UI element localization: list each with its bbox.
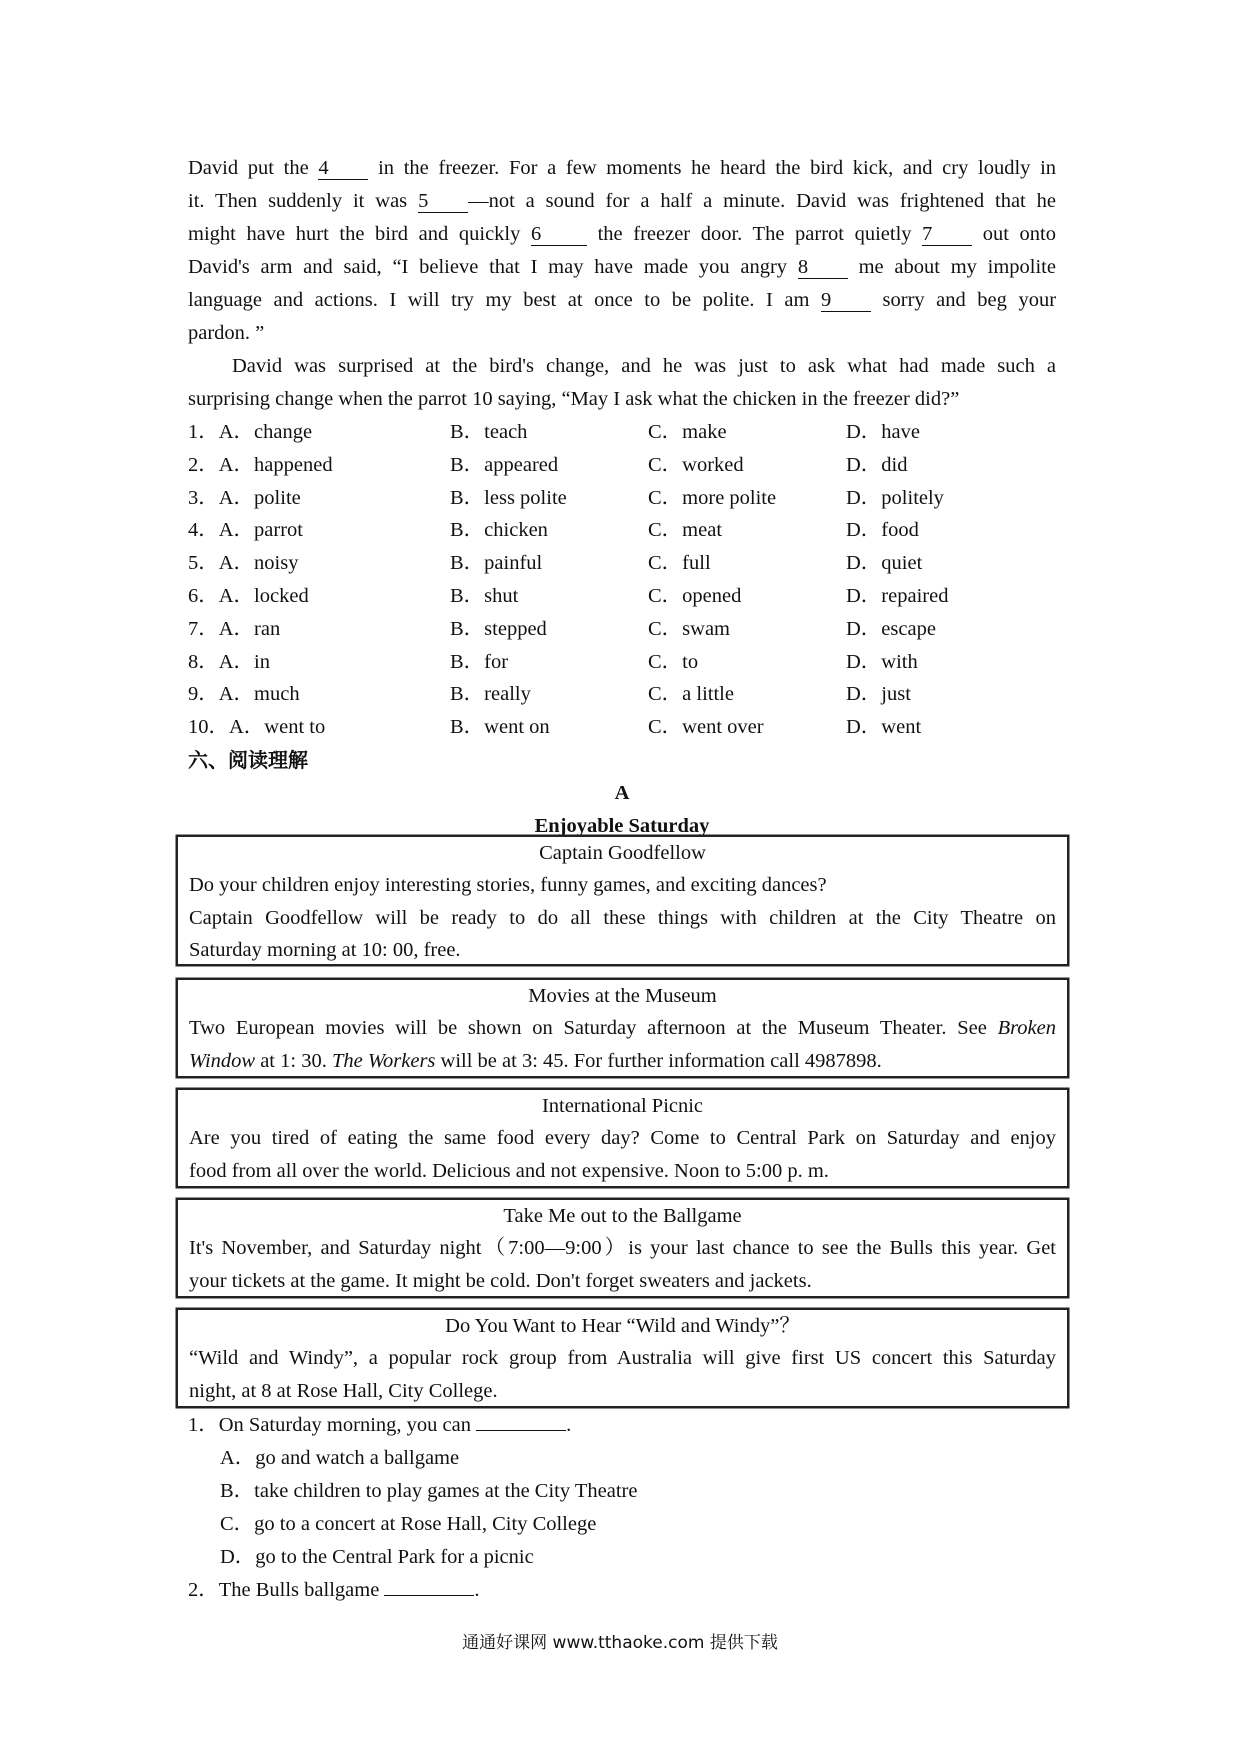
cloze-passage [188,152,1056,843]
option-row: 4．A．parrot B．chicken C．meat D．food [188,519,919,542]
question-2: 2．The Bulls ballgame . [188,1579,480,1601]
option-row: 9．A．much B．really C．a little D．just [188,683,911,706]
notice-text: Window at 1: 30. The Workers will be at 3: 45. For further information call 4987898. [189,1049,882,1072]
blank-6: 6 [531,223,587,246]
option-row: 2．A．happened B．appeared C．worked D．did [188,453,908,476]
options-list [188,416,1056,744]
notice-box-picnic [176,1088,1069,1188]
blank-8: 8 [798,256,848,279]
blank-7: 7 [922,223,972,246]
notice-title: Movies at the Museum [528,985,717,1007]
passage-line: David put the 4 in the freezer. For a few moments he heard the bird kick, and cry loudly in [188,157,1056,179]
page-footer: 通通好课网 www.tthaoke.com 提供下载 [462,1633,778,1653]
part-label: A [614,781,630,804]
notice-title: International Picnic [541,1095,704,1117]
blank-9: 9 [821,289,871,312]
option-row: 8．A．in B．for C．to D．with [188,650,918,673]
choice-c: C．go to a concert at Rose Hall, City College [220,1513,597,1535]
option-row: 6．A．locked B．shut C．opened D．repaired [188,584,949,607]
option-row: 3．A．polite B．less polite C．more polite D．politely [188,486,944,509]
option-row: 10．A．went to B．went on C．went over D．went [188,716,922,739]
notice-box-ballgame [176,1198,1069,1298]
notice-text: Do your children enjoy interesting stories, funny games, and exciting dances? [189,874,827,896]
passage-line: might have hurt the bird and quickly 6 the freezer door. The parrot quietly 7 out onto [188,223,1056,245]
question-1: 1．On Saturday morning, you can . [188,1414,572,1436]
answer-blank [476,1430,566,1431]
passage-line: language and actions. I will try my best at once to be polite. I am 9 sorry and beg your [188,289,1056,311]
notice-text: Are you tired of eating the same food every day? Come to Central Park on Saturday and enjoy [189,1127,1056,1149]
notice-title: Captain Goodfellow [539,842,706,864]
notice-text: Captain Goodfellow will be ready to do all these things with children at the City Theatre on [189,906,1056,929]
passage-line: David was surprised at the bird's change, and he was just to ask what had made such a [232,355,1056,377]
notice-title: Do You Want to Hear “Wild and Windy”？ [445,1315,800,1337]
option-row: 5．A．noisy B．painful C．full D．quiet [188,552,923,575]
notice-text: night, at 8 at Rose Hall, City College. [189,1379,498,1402]
reading-questions [188,1409,1056,1607]
notice-text: It's November, and Saturday night（7:00—9:00）is your last chance to see the Bulls this year. Get [189,1237,1056,1259]
passage-line: pardon. ” [188,322,265,344]
blank-5: 5 [418,190,468,213]
notice-text: food from all over the world. Delicious and not expensive. Noon to 5:00 p. m. [189,1159,829,1182]
choice-d: D．go to the Central Park for a picnic [220,1546,534,1568]
movie-title: Broken [997,1017,1056,1039]
movie-title: Window [189,1049,256,1072]
notice-text: your tickets at the game. It might be cold. Don't forget sweaters and jackets. [189,1269,812,1292]
notice-box-captain-goodfellow [176,835,1069,966]
passage-title: Enjoyable Saturday [534,814,710,837]
movie-title: The Workers [331,1049,436,1072]
passage-line: surprising change when the parrot 10 saying, “May I ask what the chicken in the freezer did?” [188,388,960,410]
passage-line: it. Then suddenly it was 5 —not a sound for a half a minute. David was frightened that he [188,190,1056,212]
notice-box-movies [176,978,1069,1078]
blank-4: 4 [318,157,368,180]
option-row: 7．A．ran B．stepped C．swam D．escape [188,617,936,640]
section-heading: 六、阅读理解 [188,747,308,772]
notice-text: Two European movies will be shown on Saturday afternoon at the Museum Theater. See Broken [189,1017,1056,1039]
choice-b: B．take children to play games at the City Theatre [220,1480,638,1502]
notice-box-wild-and-windy [176,1308,1069,1408]
passage-line: David's arm and said, “I believe that I may have made you angry 8 me about my impolite [188,256,1056,278]
choice-a: A．go and watch a ballgame [220,1447,460,1469]
option-row: 1．A．change B．teach C．make D．have [188,421,921,443]
notice-title: Take Me out to the Ballgame [503,1205,742,1227]
notice-text: Saturday morning at 10: 00, free. [189,939,461,961]
answer-blank [384,1595,474,1596]
notice-text: “Wild and Windy”, a popular rock group from Australia will give first US concert this Saturday [189,1347,1056,1369]
